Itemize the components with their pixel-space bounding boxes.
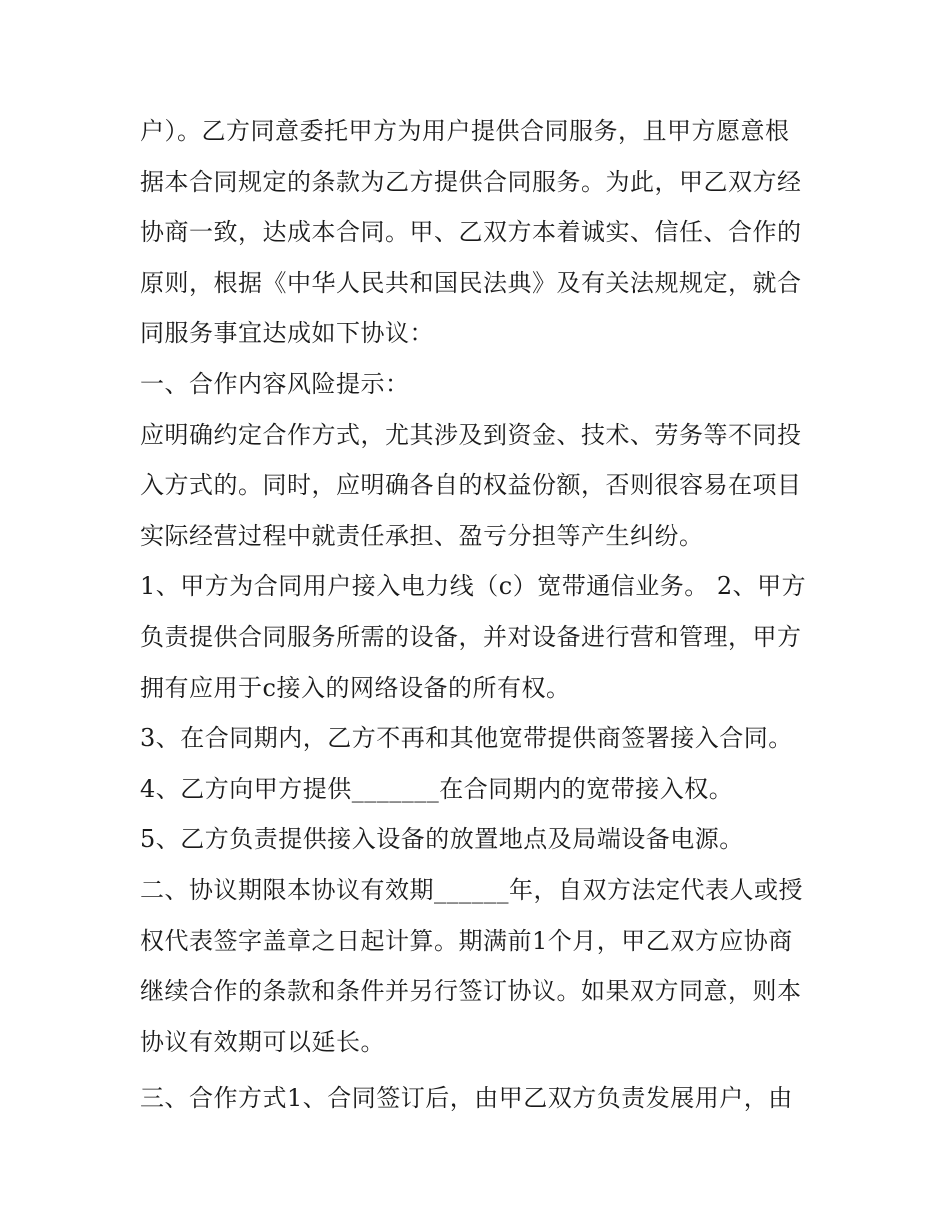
text-line: 原则，根据《中华人民共和国民法典》及有关法规规定，就合 [140, 268, 802, 297]
text-line: 权代表签字盖章之日起计算。期满前1个月，甲乙双方应协商 [140, 926, 793, 955]
text-line: 5、乙方负责提供接入设备的放置地点及局端设备电源。 [140, 825, 744, 854]
text-line: 协议有效期可以延长。 [140, 1027, 385, 1056]
text-line: 协商一致，达成本合同。甲、乙双方本着诚实、信任、合作的 [140, 218, 802, 247]
text-line: 负责提供合同服务所需的设备，并对设备进行营和管理，甲方 [140, 622, 802, 651]
section-heading: 二、协议期限本协议有效期______年，自双方法定代表人或授 [140, 875, 803, 904]
text-line: 拥有应用于c接入的网络设备的所有权。 [140, 673, 571, 702]
text-line: 3、在合同期内，乙方不再和其他宽带提供商签署接入合同。 [140, 724, 793, 753]
text-line: 4、乙方向甲方提供_______在合同期内的宽带接入权。 [140, 774, 734, 803]
text-line: 入方式的。同时，应明确各自的权益份额，否则很容易在项目 [140, 471, 802, 500]
text-line: 据本合同规定的条款为乙方提供合同服务。为此，甲乙双方经 [140, 167, 802, 196]
text-line: 实际经营过程中就责任承担、盈亏分担等产生纠纷。 [140, 521, 704, 550]
text-line: 1、甲方为合同用户接入电力线（c）宽带通信业务。 2、甲方 [140, 572, 807, 601]
text-line: 继续合作的条款和条件并另行签订协议。如果双方同意，则本 [140, 977, 802, 1006]
section-heading: 一、合作内容风险提示： [140, 369, 410, 398]
section-heading: 三、合作方式1、合同签订后，由甲乙双方负责发展用户，由 [140, 1084, 793, 1113]
text-line: 同服务事宜达成如下协议： [140, 319, 434, 348]
text-line: 应明确约定合作方式，尤其涉及到资金、技术、劳务等不同投 [140, 420, 802, 449]
text-line: 户）。乙方同意委托甲方为用户提供合同服务，且甲方愿意根 [140, 117, 790, 145]
contract-body-text [140, 106, 820, 1124]
